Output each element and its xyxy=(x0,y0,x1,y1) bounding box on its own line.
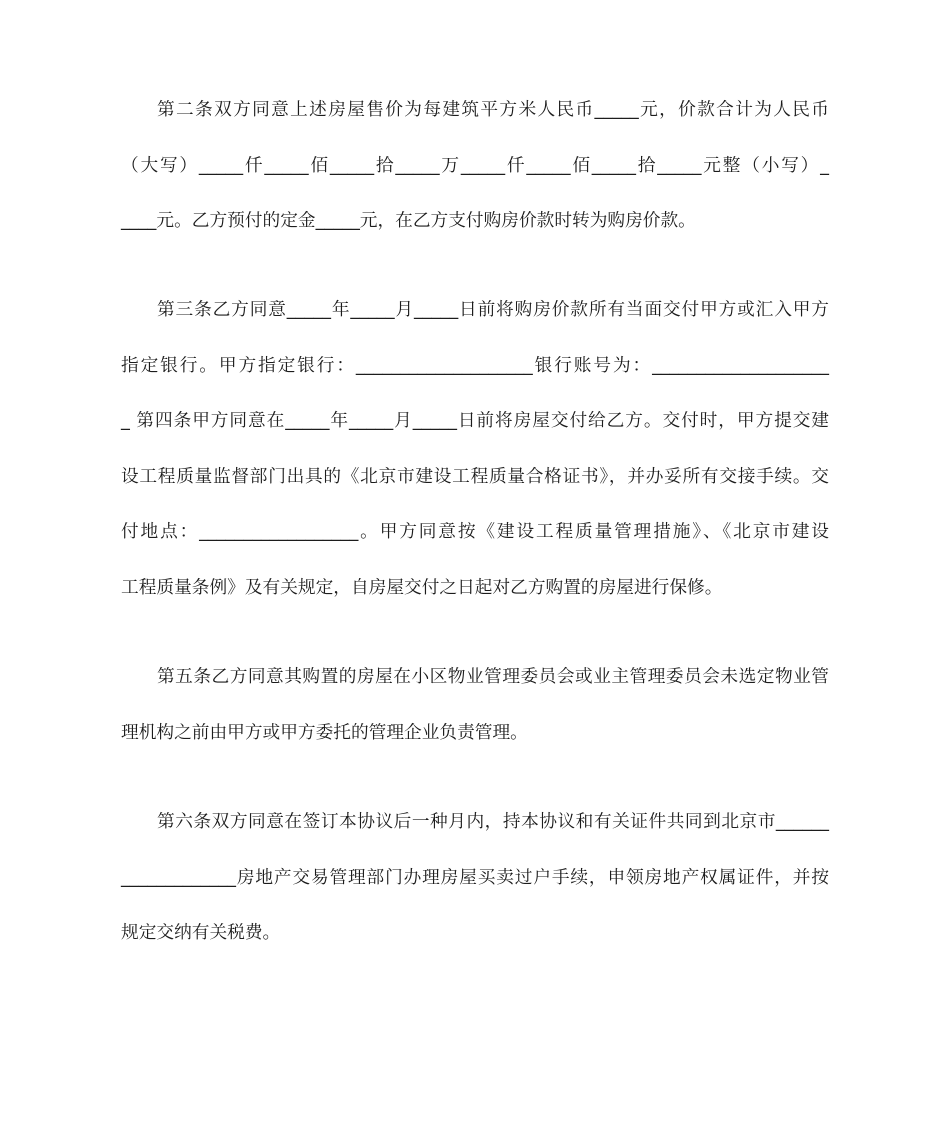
article-2-line-1: 第二条双方同意上述房屋售价为每建筑平方米人民币_____元，价款合计为人民币 xyxy=(157,100,829,120)
article-3-line-2: 指定银行。甲方指定银行：____________________银行账号为：____________________ xyxy=(121,356,829,376)
article-5-line-1: 第五条乙方同意其购置的房屋在小区物业管理委员会或业主管理委员会未选定物业管 xyxy=(157,667,829,687)
article-5-line-2: 理机构之前由甲方或甲方委托的管理企业负责管理。 xyxy=(121,723,528,743)
article-6-line-3: 规定交纳有关税费。 xyxy=(121,923,281,943)
article-2-line-3: ____元。乙方预付的定金_____元，在乙方支付购房价款时转为购房价款。 xyxy=(121,211,696,231)
article-3-line-4: 设工程质量监督部门出具的《北京市建设工程质量合格证书》，并办妥所有交接手续。交 xyxy=(121,467,829,487)
article-6-line-1: 第六条双方同意在签订本协议后一种月内，持本协议和有关证件共同到北京市______ xyxy=(157,812,829,832)
article-3-line-1: 第三条乙方同意_____年_____月_____日前将购房价款所有当面交付甲方或汇入甲方 xyxy=(157,300,829,320)
article-6-line-2: _____________房地产交易管理部门办理房屋买卖过户手续，申领房地产权属证件，并按 xyxy=(121,868,829,888)
article-3-line-3: _ 第四条甲方同意在_____年_____月_____日前将房屋交付给乙方。交付时，甲方提交建 xyxy=(121,411,829,431)
article-3-line-6: 工程质量条例》及有关规定，自房屋交付之日起对乙方购置的房屋进行保修。 xyxy=(121,578,723,598)
article-3-line-5: 付地点：__________________。甲方同意按《建设工程质量管理措施》、《北京市建设 xyxy=(121,522,829,542)
article-2-line-2: （大写）_____仟_____佰_____拾_____万_____仟_____佰_____拾_____元整（小写）_ xyxy=(121,156,829,176)
